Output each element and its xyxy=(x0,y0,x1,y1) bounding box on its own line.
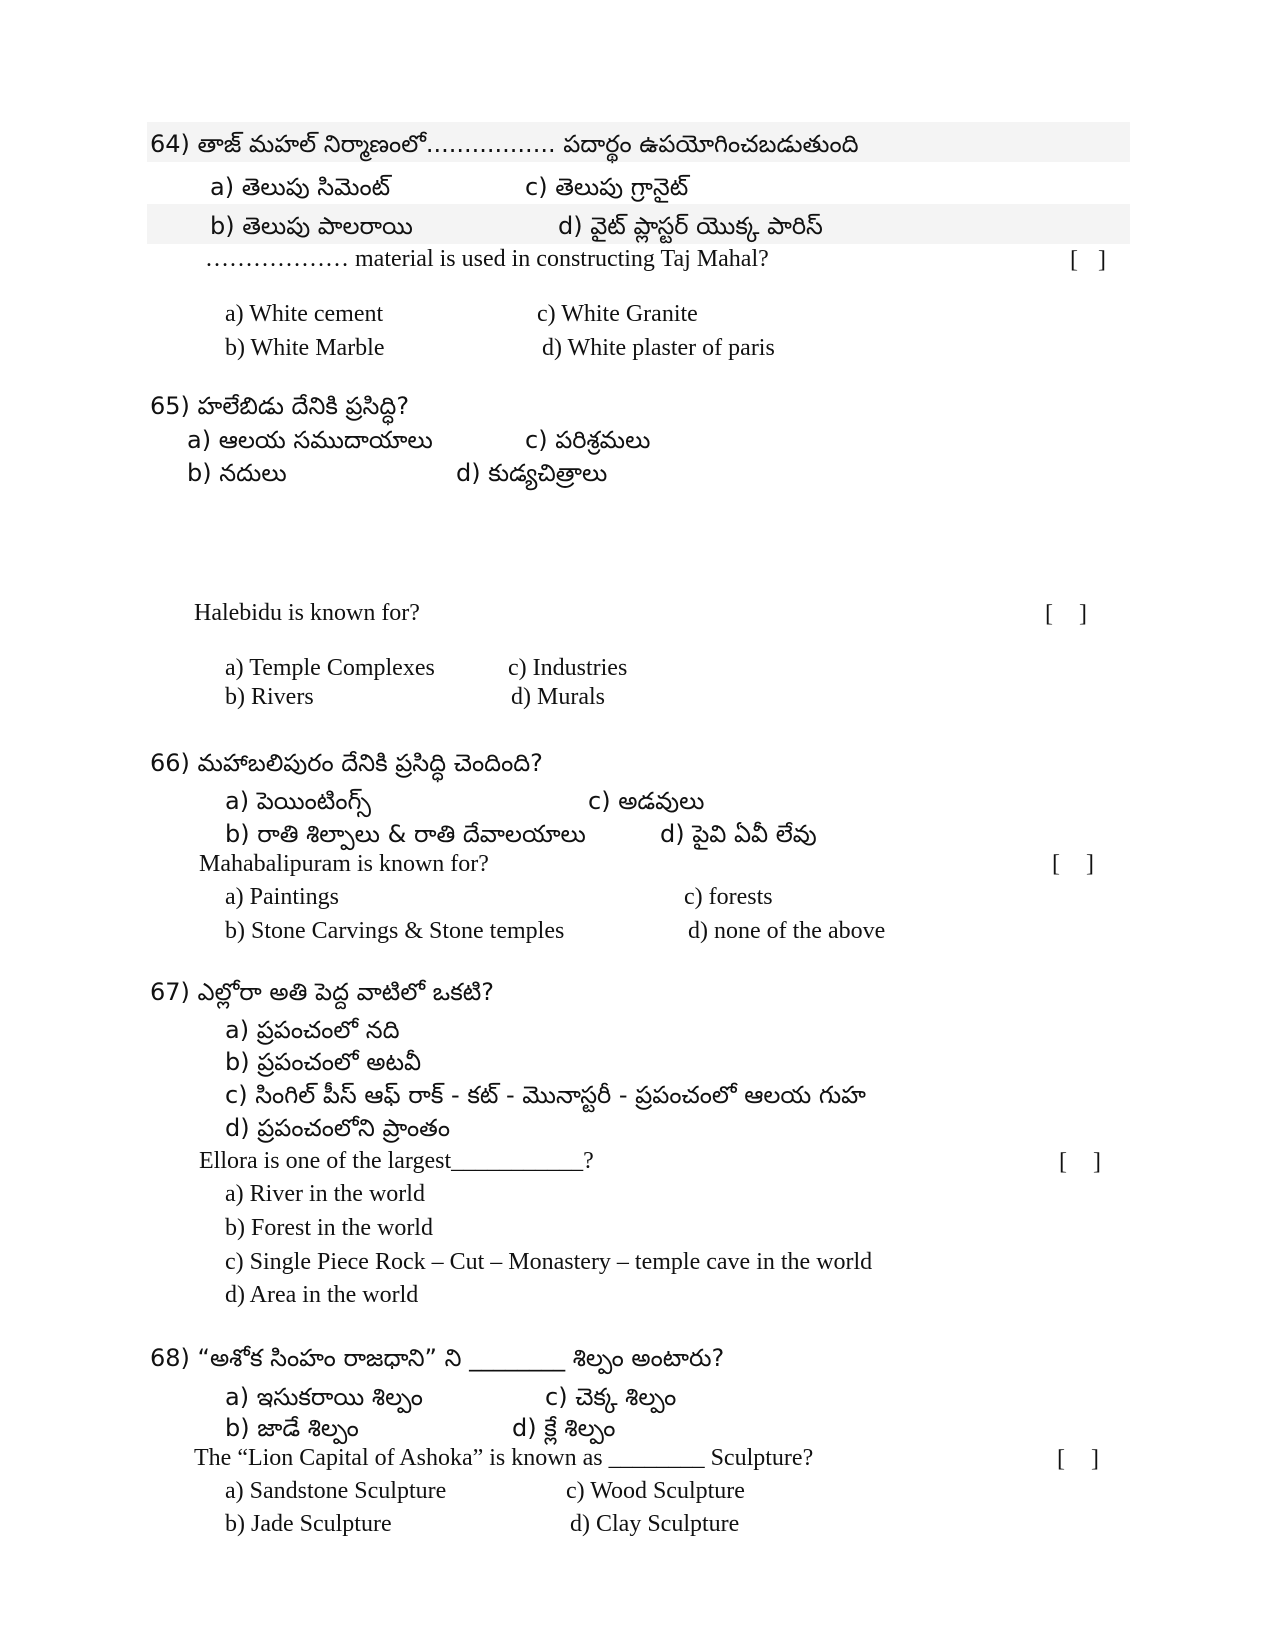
option-en-c: c) Wood Sculpture xyxy=(566,1478,745,1504)
option-en-d: d) Murals xyxy=(511,684,605,710)
question-te: 64) తాజ్ మహల్ నిర్మాణంలో................. పదార్థం ఉపయోగించబడుతుంది xyxy=(150,130,859,158)
option-en-a: a) Paintings xyxy=(225,884,339,910)
option-en-b: b) Rivers xyxy=(225,684,314,710)
option-en-b: b) Forest in the world xyxy=(225,1215,433,1241)
option-te-d: d) పైవి ఏవీ లేవు xyxy=(660,820,817,848)
answer-bracket: [ ] xyxy=(1045,601,1087,627)
question-te: 68) “అశోక సింహం రాజధాని” ని ________ శిల్పం అంటారు? xyxy=(150,1344,725,1372)
option-te-b: b) రాతి శిల్పాలు & రాతి దేవాలయాలు xyxy=(225,820,586,848)
option-te-d: d) ప్రపంచంలోని ప్రాంతం xyxy=(225,1114,450,1142)
answer-bracket: [ ] xyxy=(1059,1149,1101,1175)
option-te-a: a) తెలుపు సిమెంట్ xyxy=(210,173,391,201)
option-en-c: c) Single Piece Rock – Cut – Monastery – temple cave in the world xyxy=(225,1249,873,1275)
question-en: ……………… material is used in constructing Taj Mahal? xyxy=(205,246,769,272)
option-te-a: a) ప్రపంచంలో నది xyxy=(225,1016,400,1044)
option-en-b: b) Jade Sculpture xyxy=(225,1511,392,1537)
option-en-a: a) Temple Complexes xyxy=(225,655,435,681)
option-te-c: c) తెలుపు గ్రానైట్ xyxy=(525,173,689,201)
option-en-c: c) forests xyxy=(684,884,773,910)
option-te-b: b) జాడే శిల్పం xyxy=(225,1414,359,1442)
option-en-b: b) Stone Carvings & Stone temples xyxy=(225,918,565,944)
option-te-d: d) కుడ్యచిత్రాలు xyxy=(456,459,608,487)
question-en: The “Lion Capital of Ashoka” is known as ________ Sculpture? xyxy=(194,1445,814,1471)
option-en-d: d) none of the above xyxy=(688,918,886,944)
answer-bracket: [ ] xyxy=(1070,247,1106,273)
option-te-c: c) అడవులు xyxy=(588,787,705,815)
option-te-b: b) నదులు xyxy=(187,459,287,487)
option-en-c: c) Industries xyxy=(508,655,628,681)
answer-bracket: [ ] xyxy=(1052,851,1094,877)
option-te-d: d) వైట్ ప్లాస్టర్ యొక్క పారిస్ xyxy=(558,212,823,240)
option-en-d: d) Area in the world xyxy=(225,1282,419,1308)
question-en: Ellora is one of the largest___________? xyxy=(199,1148,594,1174)
question-te: 67) ఎల్లోరా అతి పెద్ద వాటిలో ఒకటి? xyxy=(150,978,494,1006)
option-en-a: a) River in the world xyxy=(225,1181,425,1207)
option-te-c: c) పరిశ్రమలు xyxy=(525,426,651,454)
question-en: Halebidu is known for? xyxy=(194,600,420,626)
option-en-d: d) Clay Sculpture xyxy=(570,1511,740,1537)
option-te-a: a) ఇసుకరాయి శిల్పం xyxy=(225,1383,423,1411)
option-te-b: b) ప్రపంచంలో అటవీ xyxy=(225,1048,422,1076)
option-te-d: d) క్లే శిల్పం xyxy=(512,1414,616,1442)
option-en-a: a) White cement xyxy=(225,301,384,327)
question-en: Mahabalipuram is known for? xyxy=(199,851,489,877)
answer-bracket: [ ] xyxy=(1057,1446,1099,1472)
option-en-b: b) White Marble xyxy=(225,335,385,361)
option-te-a: a) ఆలయ సముదాయాలు xyxy=(187,426,433,454)
option-en-d: d) White plaster of paris xyxy=(542,335,775,361)
option-en-c: c) White Granite xyxy=(537,301,698,327)
question-te: 66) మహాబలిపురం దేనికి ప్రసిద్ధి చెందింది? xyxy=(150,749,543,777)
option-en-a: a) Sandstone Sculpture xyxy=(225,1478,447,1504)
option-te-c: c) సింగిల్ పీస్ ఆఫ్ రాక్ - కట్ - మొనాస్టరీ - ప్రపంచంలో ఆలయ గుహ xyxy=(225,1081,866,1109)
question-te: 65) హలేబిడు దేనికి ప్రసిద్ధి? xyxy=(150,392,410,420)
option-te-c: c) చెక్క శిల్పం xyxy=(545,1383,677,1411)
option-te-b: b) తెలుపు పాలరాయి xyxy=(210,212,413,240)
option-te-a: a) పెయింటింగ్స్ xyxy=(225,787,371,815)
